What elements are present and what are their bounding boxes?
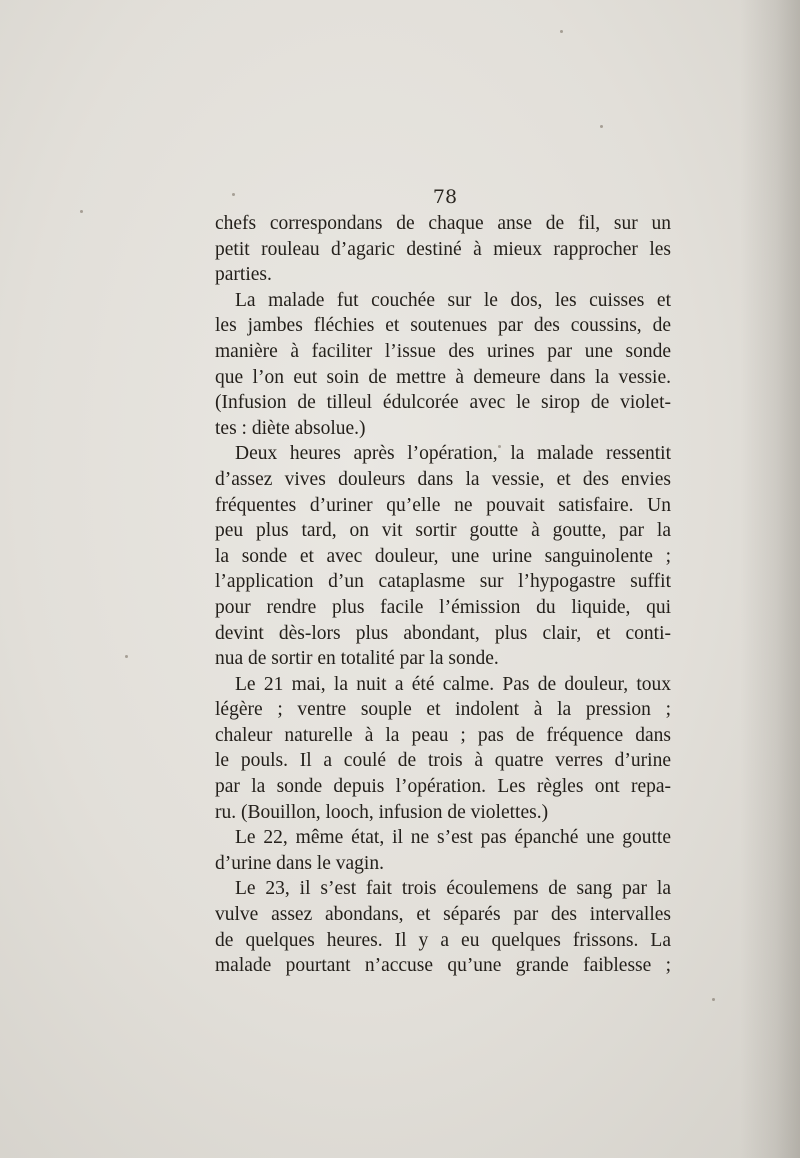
- paper-speck: [125, 655, 128, 658]
- text-line: manière à faciliter l’issue des urines par une sonde: [215, 340, 671, 362]
- text-line: Deux heures après l’opération, la malade ressentit: [235, 443, 671, 465]
- text-line: devint dès-lors plus abondant, plus clair, et conti-: [215, 622, 671, 644]
- body-text: [215, 211, 671, 979]
- page-number: 78: [432, 186, 458, 208]
- text-line: peu plus tard, on vit sortir goutte à goutte, par la: [215, 520, 671, 542]
- text-line: le pouls. Il a coulé de trois à quatre verres d’urine: [215, 750, 671, 772]
- text-line: l’application d’un cataplasme sur l’hypogastre suffit: [215, 571, 671, 593]
- text-line: chaleur naturelle à la peau ; pas de fréquence dans: [215, 724, 671, 746]
- text-line: nua de sortir en totalité par la sonde.: [215, 648, 499, 670]
- paper-speck: [600, 125, 603, 128]
- text-line: légère ; ventre souple et indolent à la pression ;: [215, 699, 671, 721]
- page-edge-shadow: [740, 0, 800, 1158]
- text-line: la sonde et avec douleur, une urine sanguinolente ;: [215, 545, 671, 567]
- text-line: que l’on eut soin de mettre à demeure dans la vessie.: [215, 366, 671, 388]
- text-line: d’assez vives douleurs dans la vessie, et des envies: [215, 468, 671, 490]
- text-line: Le 23, il s’est fait trois écoulemens de sang par la: [235, 878, 671, 900]
- text-line: fréquentes d’uriner qu’elle ne pouvait satisfaire. Un: [215, 494, 671, 516]
- text-line: chefs correspondans de chaque anse de fil, sur un: [215, 213, 671, 234]
- text-line: parties.: [215, 264, 272, 286]
- paper-speck: [712, 998, 715, 1001]
- text-line: Le 21 mai, la nuit a été calme. Pas de douleur, toux: [235, 673, 671, 695]
- text-line: petit rouleau d’agaric destiné à mieux rapprocher les: [215, 238, 671, 260]
- text-line: Le 22, même état, il ne s’est pas épanché une goutte: [235, 827, 671, 849]
- text-line: (Infusion de tilleul édulcorée avec le sirop de violet-: [215, 392, 671, 414]
- text-line: La malade fut couchée sur le dos, les cuisses et: [235, 289, 671, 311]
- text-line: d’urine dans le vagin.: [215, 852, 384, 874]
- text-line: de quelques heures. Il y a eu quelques frissons. La: [215, 929, 671, 951]
- paper-speck: [560, 30, 563, 33]
- text-line: tes : diète absolue.): [215, 417, 366, 439]
- text-line: ru. (Bouillon, looch, infusion de violettes.): [215, 801, 549, 823]
- paper-speck: [80, 210, 83, 213]
- text-line: malade pourtant n’accuse qu’une grande faiblesse ;: [215, 955, 671, 977]
- text-line: les jambes fléchies et soutenues par des coussins, de: [215, 315, 671, 337]
- text-line: par la sonde depuis l’opération. Les règles ont repa-: [215, 776, 671, 798]
- text-line: pour rendre plus facile l’émission du liquide, qui: [215, 596, 671, 618]
- text-line: vulve assez abondans, et séparés par des intervalles: [215, 904, 671, 926]
